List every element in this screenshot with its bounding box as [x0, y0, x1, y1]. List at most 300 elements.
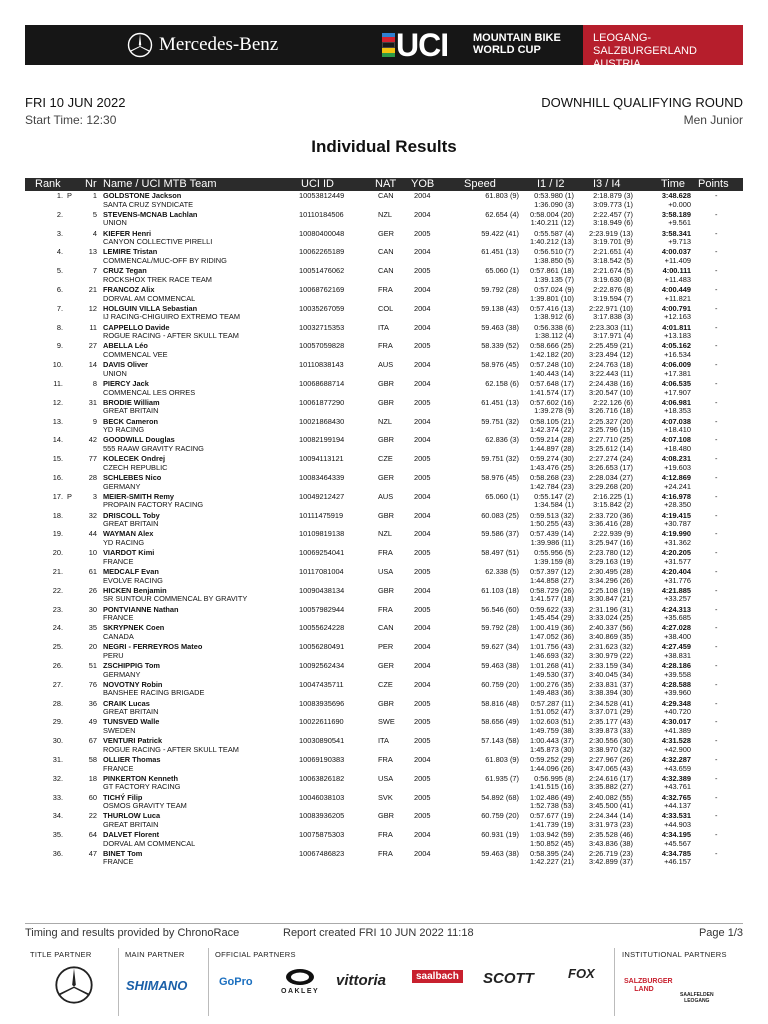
uci-id-cell: 10075875303	[299, 830, 345, 840]
nationality-cell: ITA	[378, 736, 389, 746]
uci-id-cell: 10046038103	[299, 792, 345, 802]
table-row	[25, 811, 743, 830]
col-name: Name / UCI MTB Team	[103, 178, 217, 190]
nationality-cell: NZL	[378, 209, 392, 219]
year-of-birth-cell: 2004	[414, 303, 431, 313]
points-cell: -	[715, 604, 718, 614]
split-i4-cell: 3:35.882 (27)	[589, 782, 633, 792]
col-time: Time	[661, 178, 686, 190]
bib-number-cell: 42	[88, 435, 97, 445]
rank-cell: 36.	[52, 848, 63, 858]
nationality-cell: GBR	[378, 510, 395, 520]
split-i3-cell: 2:23.303 (11)	[589, 322, 633, 332]
split-i1-cell: 0:59.622 (33)	[530, 604, 574, 614]
table-row	[25, 473, 743, 492]
points-cell: -	[715, 848, 718, 858]
points-cell: -	[715, 472, 718, 482]
table-row	[25, 793, 743, 812]
speed-cell: 59.463 (38)	[481, 660, 519, 670]
rank-cell: 20.	[52, 548, 63, 558]
split-i2-cell: 1:44.096 (26)	[530, 763, 574, 773]
rider-name-cell: ABELLA Léo	[103, 341, 148, 351]
time-cell: 4:06.009	[661, 360, 691, 370]
speed-cell: 65.060 (1)	[485, 266, 519, 276]
table-row	[25, 360, 743, 379]
rank-cell: 15.	[52, 454, 63, 464]
split-i4-cell: 3:22.443 (11)	[589, 368, 633, 378]
gap-cell: +33.257	[664, 594, 691, 604]
uci-id-cell: 10035267059	[299, 303, 345, 313]
team-name-cell: ROGUE RACING - AFTER SKULL TEAM	[103, 331, 239, 341]
uci-id-cell: 10049212427	[299, 491, 345, 501]
split-i2-cell: 1:39.159 (8)	[534, 556, 574, 566]
split-i4-cell: 3:09.773 (1)	[593, 199, 633, 209]
bib-number-cell: 18	[88, 773, 97, 783]
speed-cell: 59.463 (38)	[481, 848, 519, 858]
split-i1-cell: 1:00.443 (37)	[530, 736, 574, 746]
col-nr: Nr	[85, 178, 97, 190]
table-row	[25, 417, 743, 436]
split-i2-cell: 1:43.476 (25)	[530, 462, 574, 472]
gap-cell: +18.480	[664, 443, 691, 453]
rider-name-cell: THURLOW Luca	[103, 811, 161, 821]
split-i1-cell: 1:00.419 (36)	[530, 623, 574, 633]
uci-id-cell: 10069254041	[299, 548, 345, 558]
time-cell: 4:06.535	[661, 378, 691, 388]
table-row	[25, 304, 743, 323]
split-i4-cell: 3:26.716 (18)	[589, 406, 633, 416]
uci-id-cell: 10082199194	[299, 435, 345, 445]
rider-name-cell: DRISCOLL Toby	[103, 510, 160, 520]
split-i4-cell: 3:36.416 (28)	[589, 519, 633, 529]
footer-report: Report created FRI 10 JUN 2022 11:18	[283, 927, 474, 939]
split-i2-cell: 1:41.577 (18)	[530, 594, 574, 604]
table-row	[25, 717, 743, 736]
split-i3-cell: 2:22.457 (7)	[593, 209, 633, 219]
speed-cell: 60.083 (25)	[481, 510, 519, 520]
time-cell: 4:05.162	[661, 341, 691, 351]
speed-cell: 59.792 (28)	[481, 284, 519, 294]
uci-id-cell: 10110184506	[299, 209, 344, 219]
speed-cell: 62.338 (5)	[485, 566, 519, 576]
split-i2-cell: 1:41.515 (16)	[530, 782, 574, 792]
bib-number-cell: 4	[92, 228, 97, 238]
uci-id-cell: 10030890541	[299, 736, 345, 746]
split-i3-cell: 2:23.780 (12)	[589, 548, 633, 558]
bib-number-cell: 30	[88, 604, 97, 614]
rider-name-cell: HOLGUIN VILLA Sebastian	[103, 303, 198, 313]
gap-cell: +17.907	[664, 387, 691, 397]
speed-cell: 58.497 (51)	[481, 548, 519, 558]
team-name-cell: UNION	[103, 218, 127, 228]
time-cell: 4:16.978	[661, 491, 691, 501]
rider-name-cell: PIERCY Jack	[103, 378, 149, 388]
split-i4-cell: 3:18.949 (6)	[593, 218, 633, 228]
split-i3-cell: 2:18.879 (3)	[593, 191, 633, 200]
split-i2-cell: 1:41.574 (17)	[530, 387, 574, 397]
table-row	[25, 755, 743, 774]
gap-cell: +38.831	[664, 650, 691, 660]
points-cell: -	[715, 698, 718, 708]
rank-cell: 17.	[52, 491, 63, 501]
year-of-birth-cell: 2004	[414, 529, 431, 539]
saalbach-logo: saalbach	[412, 970, 463, 983]
split-i2-cell: 1:40.212 (13)	[530, 237, 574, 247]
rider-name-cell: MEIER-SMITH Remy	[103, 491, 175, 501]
nationality-cell: FRA	[378, 830, 393, 840]
split-i4-cell: 3:19.701 (9)	[593, 237, 633, 247]
time-cell: 4:06.981	[661, 397, 691, 407]
nationality-cell: CAN	[378, 623, 394, 633]
nationality-cell: GBR	[378, 397, 395, 407]
year-of-birth-cell: 2004	[414, 848, 431, 858]
split-i2-cell: 1:52.738 (53)	[530, 801, 574, 811]
rank-cell: 32.	[52, 773, 63, 783]
bib-number-cell: 3	[92, 491, 97, 501]
table-row	[25, 285, 743, 304]
rank-cell: 18.	[52, 510, 63, 520]
speed-cell: 59.751 (32)	[481, 416, 519, 426]
series-line-1: MOUNTAIN BIKE	[473, 32, 561, 44]
bib-number-cell: 14	[88, 360, 97, 370]
split-i2-cell: 1:50.852 (45)	[530, 838, 574, 848]
split-i2-cell: 1:49.483 (36)	[530, 688, 574, 698]
start-time: Start Time: 12:30	[25, 113, 117, 127]
year-of-birth-cell: 2005	[414, 811, 431, 821]
rider-name-cell: GOLDSTONE Jackson	[103, 191, 182, 200]
points-cell: -	[715, 454, 718, 464]
split-i4-cell: 3:29.163 (19)	[589, 556, 633, 566]
time-cell: 4:20.404	[661, 566, 691, 576]
speed-cell: 59.627 (34)	[481, 642, 519, 652]
table-row	[25, 492, 743, 511]
fox-logo: FOX	[568, 966, 595, 981]
rider-name-cell: ZSCHIPPIG Tom	[103, 660, 160, 670]
points-cell: -	[715, 360, 718, 370]
rank-cell: 13.	[52, 416, 63, 426]
speed-cell: 59.138 (43)	[481, 303, 519, 313]
time-cell: 4:28.588	[661, 679, 691, 689]
time-cell: 4:21.885	[661, 585, 691, 595]
team-name-cell: PROPAIN FACTORY RACING	[103, 500, 204, 510]
rank-cell: 11.	[53, 378, 63, 388]
team-name-cell: UNION	[103, 368, 127, 378]
nationality-cell: GBR	[378, 585, 395, 595]
nationality-cell: PER	[378, 642, 394, 652]
leogang-text: LEOGANG	[684, 998, 710, 1004]
bib-number-cell: 26	[88, 585, 97, 595]
split-i4-cell: 3:25.612 (14)	[589, 443, 633, 453]
gap-cell: +16.534	[664, 349, 691, 359]
time-cell: 4:27.459	[661, 642, 691, 652]
table-row	[25, 191, 743, 210]
institutional-partners-label: INSTITUTIONAL PARTNERS	[622, 950, 727, 959]
split-i4-cell: 3:29.268 (20)	[589, 481, 633, 491]
points-cell: -	[715, 378, 718, 388]
year-of-birth-cell: 2005	[414, 548, 431, 558]
split-i3-cell: 2:16.225 (1)	[593, 491, 633, 501]
points-cell: -	[715, 284, 718, 294]
split-i3-cell: 2:34.528 (41)	[589, 698, 633, 708]
split-i3-cell: 2:27.274 (24)	[589, 454, 633, 464]
table-row	[25, 435, 743, 454]
time-cell: 4:00.037	[661, 247, 691, 257]
rank-cell: 26.	[52, 660, 63, 670]
points-cell: -	[715, 548, 718, 558]
split-i3-cell: 2:24.763 (18)	[589, 360, 633, 370]
split-i2-cell: 1:42.227 (21)	[530, 857, 574, 867]
split-i2-cell: 1:40.211 (12)	[530, 218, 574, 228]
bib-number-cell: 20	[88, 642, 97, 652]
speed-cell: 59.586 (37)	[481, 529, 519, 539]
bib-number-cell: 36	[88, 698, 97, 708]
mercedes-star-icon	[127, 32, 153, 58]
rider-name-cell: KIEFER Henri	[103, 228, 152, 238]
split-i1-cell: 0:59.274 (30)	[530, 454, 574, 464]
points-cell: -	[715, 191, 718, 200]
team-name-cell: ROGUE RACING - AFTER SKULL TEAM	[103, 744, 239, 754]
uci-id-cell: 10021868430	[299, 416, 345, 426]
speed-cell: 60.759 (20)	[481, 679, 519, 689]
split-i3-cell: 2:22.876 (8)	[593, 284, 633, 294]
split-i1-cell: 0:57.648 (17)	[530, 378, 574, 388]
points-cell: -	[715, 811, 718, 821]
nationality-cell: FRA	[378, 604, 393, 614]
col-i1-i2: I1 / I2	[537, 178, 565, 190]
rank-cell: 10.	[52, 360, 63, 370]
speed-cell: 61.451 (13)	[481, 247, 519, 257]
uci-id-cell: 10083935696	[299, 698, 345, 708]
split-i2-cell: 1:39.801 (10)	[530, 293, 574, 303]
uci-id-cell: 10061877290	[299, 397, 345, 407]
split-i2-cell: 1:38.912 (6)	[534, 312, 574, 322]
uci-id-cell: 10109819138	[299, 529, 345, 539]
nationality-cell: AUS	[378, 360, 394, 370]
year-of-birth-cell: 2004	[414, 623, 431, 633]
gap-cell: +31.362	[664, 537, 691, 547]
split-i3-cell: 2:27.967 (26)	[589, 754, 633, 764]
rider-name-cell: CRAIK Lucas	[103, 698, 150, 708]
gap-cell: +45.567	[664, 838, 691, 848]
year-of-birth-cell: 2004	[414, 378, 431, 388]
split-i3-cell: 2:35.528 (46)	[589, 830, 633, 840]
uci-id-cell: 10067486823	[299, 848, 345, 858]
split-i3-cell: 2:40.337 (56)	[589, 623, 633, 633]
rider-name-cell: CRUZ Tegan	[103, 266, 147, 276]
uci-id-cell: 10117081004	[299, 566, 344, 576]
year-of-birth-cell: 2005	[414, 717, 431, 727]
points-cell: -	[715, 510, 718, 520]
team-name-cell: GREAT BRITAIN	[103, 519, 159, 529]
rank-cell: 12.	[52, 397, 63, 407]
split-i1-cell: 0:57.024 (9)	[534, 284, 574, 294]
table-row	[25, 229, 743, 248]
partner-divider	[208, 948, 209, 1016]
split-i4-cell: 3:37.071 (29)	[589, 707, 633, 717]
nationality-cell: USA	[378, 566, 394, 576]
split-i1-cell: 0:56.338 (6)	[534, 322, 574, 332]
split-i3-cell: 2:22.126 (6)	[593, 397, 633, 407]
bib-number-cell: 58	[88, 754, 97, 764]
split-i3-cell: 2:25.327 (20)	[589, 416, 633, 426]
bib-number-cell: 12	[88, 303, 97, 313]
year-of-birth-cell: 2004	[414, 360, 431, 370]
nationality-cell: SVK	[378, 792, 393, 802]
mercedes-star-icon	[54, 965, 94, 1005]
uci-id-cell: 10110838143	[299, 360, 344, 370]
time-cell: 4:28.186	[661, 660, 691, 670]
bib-number-cell: 47	[88, 848, 97, 858]
split-i3-cell: 2:22.971 (10)	[589, 303, 633, 313]
uci-id-cell: 10080400048	[299, 228, 345, 238]
time-cell: 4:32.765	[661, 792, 691, 802]
speed-cell: 61.103 (18)	[481, 585, 519, 595]
team-name-cell: DORVAL AM COMMENCAL	[103, 838, 196, 848]
split-i2-cell: 1:44.858 (27)	[530, 575, 574, 585]
split-i1-cell: 0:57.248 (10)	[530, 360, 574, 370]
split-i3-cell: 2:33.831 (37)	[589, 679, 633, 689]
table-row	[25, 623, 743, 642]
rank-cell: 2.	[56, 209, 63, 219]
col-i3-i4: I3 / I4	[593, 178, 621, 190]
gap-cell: +31.776	[664, 575, 691, 585]
split-i2-cell: 1:45.454 (29)	[530, 613, 574, 623]
time-cell: 4:12.869	[661, 472, 691, 482]
time-cell: 4:19.990	[661, 529, 691, 539]
rider-name-cell: PINKERTON Kenneth	[103, 773, 179, 783]
nationality-cell: USA	[378, 773, 394, 783]
bib-number-cell: 7	[92, 266, 97, 276]
venue-line-1: LEOGANG-SALZBURGERLAND	[593, 32, 697, 57]
speed-cell: 57.143 (58)	[481, 736, 519, 746]
speed-cell: 58.976 (45)	[481, 472, 519, 482]
oakley-ellipse-icon	[277, 968, 323, 986]
rank-cell: 33.	[52, 792, 63, 802]
bib-number-cell: 8	[92, 378, 97, 388]
page-title: Individual Results	[311, 137, 457, 156]
points-cell: -	[715, 228, 718, 238]
table-row	[25, 210, 743, 229]
time-cell: 3:58.341	[661, 228, 691, 238]
year-of-birth-cell: 2004	[414, 754, 431, 764]
gap-cell: +31.577	[664, 556, 691, 566]
gap-cell: +24.241	[664, 481, 691, 491]
oakley-wordmark: OAKLEY	[281, 988, 320, 995]
gopro-logo: GoPro	[219, 976, 253, 988]
nationality-cell: FRA	[378, 548, 393, 558]
year-of-birth-cell: 2004	[414, 585, 431, 595]
bib-number-cell: 67	[88, 736, 97, 746]
nationality-cell: FRA	[378, 754, 393, 764]
split-i1-cell: 1:02.603 (51)	[530, 717, 574, 727]
nationality-cell: COL	[378, 303, 394, 313]
gap-cell: +28.350	[664, 500, 691, 510]
nationality-cell: FRA	[378, 341, 393, 351]
footer-divider	[25, 923, 743, 924]
split-i2-cell: 1:44.897 (28)	[530, 443, 574, 453]
bib-number-cell: 10	[88, 548, 97, 558]
nationality-cell: CAN	[378, 266, 394, 276]
rider-name-cell: KOLECEK Ondrej	[103, 454, 166, 464]
nationality-cell: NZL	[378, 416, 392, 426]
split-i4-cell: 3:39.873 (33)	[589, 725, 633, 735]
split-i2-cell: 1:45.873 (30)	[530, 744, 574, 754]
footer-timing: Timing and results provided by ChronoRace	[25, 927, 240, 939]
vittoria-logo: vittoria	[336, 972, 387, 989]
split-i1-cell: 0:58.729 (26)	[530, 585, 574, 595]
gap-cell: +9.713	[668, 237, 691, 247]
split-i4-cell: 3:19.630 (8)	[593, 274, 633, 284]
col-speed: Speed	[464, 178, 496, 190]
split-i1-cell: 1:01.756 (43)	[530, 642, 574, 652]
time-cell: 4:01.811	[662, 322, 691, 332]
col-rank: Rank	[35, 178, 61, 190]
speed-cell: 65.060 (1)	[485, 491, 519, 501]
points-cell: -	[715, 435, 718, 445]
team-name-cell: COMMENCAL VEE	[103, 349, 168, 359]
table-row	[25, 511, 743, 530]
speed-cell: 56.546 (60)	[481, 604, 519, 614]
team-name-cell: FRANCE	[103, 613, 134, 623]
split-i3-cell: 2:35.177 (43)	[589, 717, 633, 727]
rider-name-cell: TUNSVED Walle	[103, 717, 160, 727]
split-i3-cell: 2:27.710 (25)	[589, 435, 633, 445]
rank-cell: 31.	[52, 754, 63, 764]
uci-id-cell: 10056280491	[299, 642, 345, 652]
split-i1-cell: 0:53.980 (1)	[534, 191, 574, 200]
split-i4-cell: 3:40.045 (34)	[589, 669, 633, 679]
points-cell: -	[715, 660, 718, 670]
time-cell: 4:31.528	[661, 736, 691, 746]
split-i4-cell: 3:45.500 (41)	[589, 801, 633, 811]
speed-cell: 62.654 (4)	[485, 209, 519, 219]
team-name-cell: COMMENCAL/MUC-OFF BY RIDING	[103, 255, 227, 265]
gap-cell: +41.389	[664, 725, 691, 735]
split-i3-cell: 2:22.939 (9)	[593, 529, 633, 539]
gap-cell: +46.157	[664, 857, 691, 867]
venue-line-2: AUSTRIA	[593, 58, 641, 70]
uci-id-cell: 10083464339	[299, 472, 345, 482]
points-cell: -	[715, 773, 718, 783]
gap-cell: +0.000	[668, 199, 691, 209]
uci-id-cell: 10022611690	[299, 717, 344, 727]
rider-name-cell: VENTURI Patrick	[103, 736, 163, 746]
rank-cell: 23.	[52, 604, 63, 614]
year-of-birth-cell: 2004	[414, 322, 431, 332]
rider-name-cell: SKRYPNEK Coen	[103, 623, 165, 633]
table-row	[25, 567, 743, 586]
speed-cell: 54.892 (68)	[481, 792, 519, 802]
bib-number-cell: 5	[92, 209, 97, 219]
split-i1-cell: 0:58.666 (25)	[530, 341, 574, 351]
year-of-birth-cell: 2005	[414, 397, 431, 407]
gap-cell: +18.410	[664, 425, 691, 435]
nationality-cell: ITA	[378, 322, 389, 332]
team-name-cell: FRANCE	[103, 857, 134, 867]
speed-cell: 61.935 (7)	[485, 773, 519, 783]
uci-id-cell: 10092562434	[299, 660, 345, 670]
split-i1-cell: 0:58.395 (24)	[530, 848, 574, 858]
split-i1-cell: 0:56.995 (8)	[534, 773, 574, 783]
team-name-cell: PERU	[103, 650, 124, 660]
points-cell: -	[715, 341, 718, 351]
split-i3-cell: 2:24.616 (17)	[589, 773, 633, 783]
split-i4-cell: 3:20.547 (10)	[589, 387, 633, 397]
team-name-cell: OSMOS GRAVITY TEAM	[103, 801, 187, 811]
split-i4-cell: 3:18.542 (5)	[593, 255, 633, 265]
uci-id-cell: 10068688714	[299, 378, 345, 388]
bib-number-cell: 28	[88, 472, 97, 482]
